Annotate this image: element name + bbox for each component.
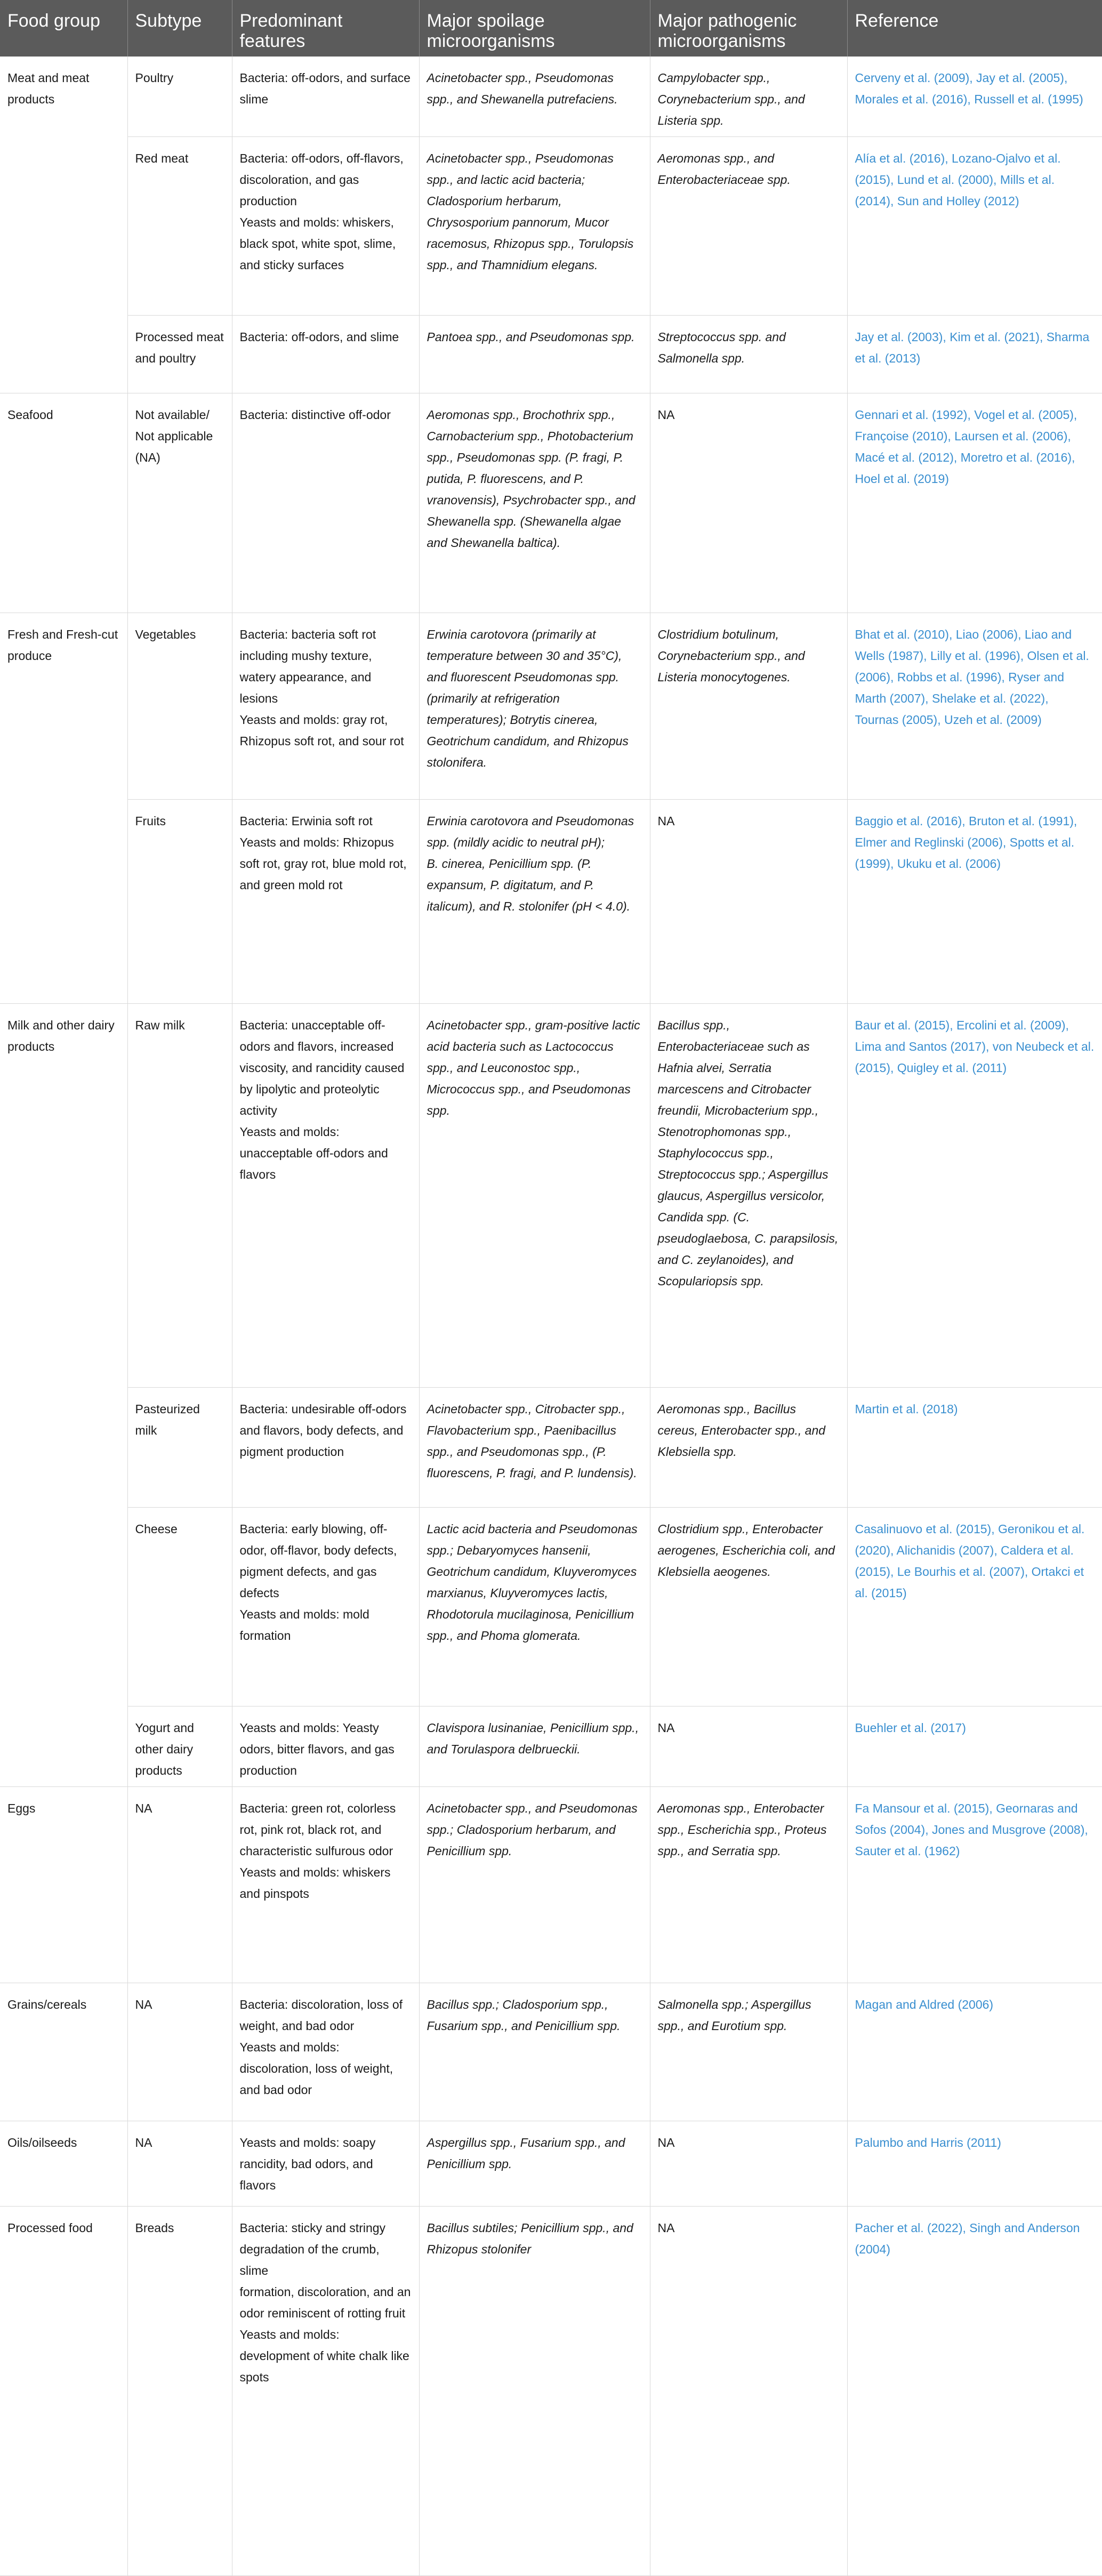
subtype-cell: Fruits [127,800,232,1004]
table-row [0,800,1102,1004]
subtype-cell: Breads [127,2207,232,2576]
pathogenic-cell: NA [650,1706,847,1787]
features-cell [232,1004,419,1388]
spoilage-text: Erwinia carotovora and Pseudomonas spp. (mildly acidic to neutral pH); [427,814,634,849]
reference-cell: Alía et al. (2016), Lozano-Ojalvo et al. (2015), Lund et al. (2000), Mills et al. (2014), Sun and Holley (2012) [847,137,1102,316]
header-reference: Reference [855,11,939,31]
reference-cell: Jay et al. (2003), Kim et al. (2021), Sharma et al. (2013) [847,316,1102,393]
reference-cell: Bhat et al. (2010), Liao (2006), Liao and Wells (1987), Lilly et al. (1996), Olsen et al. (2006), Robbs et al. (1996), Ryser and Marth (2007), Shelake et al. (2022), Tournas (2005), Uzeh et al. (2009) [847,613,1102,800]
features-cell: Bacteria: off-odors, and slime [232,316,419,393]
reference-cell: Cerveny et al. (2009), Jay et al. (2005), Morales et al. (2016), Russell et al. (1995) [847,57,1102,137]
pathogenic-cell [650,1508,847,1706]
table-row [0,316,1102,393]
subtype-cell: Red meat [127,137,232,316]
subtype-cell: Yogurt and other dairy products [127,1706,232,1787]
subtype-cell: Processed meat and poultry [127,316,232,393]
table-row [0,393,1102,613]
spoilage-cell [419,316,650,393]
features-yeasts-molds: Yeasts and molds: whiskers and pinspots [239,1865,391,1901]
features-cell [232,1983,419,2121]
features-bacteria: Bacteria: Erwinia soft rot [239,814,373,828]
features-cell: Yeasts and molds: Yeasty odors, bitter flavors, and gas production [232,1706,419,1787]
subtype-cell: NA [127,2121,232,2207]
features-cell [232,613,419,800]
features-cell [232,1508,419,1706]
pathogenic-text: Campylobacter spp., Corynebacterium spp., and Listeria spp. [657,71,805,127]
pathogenic-text: Aeromonas spp., Bacillus cereus, Enterobacter spp., and Klebsiella spp. [657,1402,826,1459]
pathogenic-cell: NA [650,393,847,613]
features-yeasts-molds: Yeasts and molds: development of white chalk like spots [239,2328,409,2384]
food-group-cell: Milk and other dairy products [0,1004,127,1388]
pathogenic-cell [650,1983,847,2121]
subtype-cell: NA [127,1787,232,1983]
spoilage-cell [419,57,650,137]
reference-cell: Baggio et al. (2016), Bruton et al. (1991), Elmer and Reglinski (2006), Spotts et al. (1999), Ukuku et al. (2006) [847,800,1102,1004]
pathogenic-cell: NA [650,800,847,1004]
spoilage-text: B. cinerea, Penicillium spp. (P. expansum, P. digitatum, and P. italicum), and R. stolonifer (pH < 4.0). [427,857,631,913]
pathogenic-text: Aeromonas spp., Enterobacter spp., Escherichia spp., Proteus spp., and Serratia spp. [657,1801,827,1858]
spoilage-text: Bacillus spp.; Cladosporium spp., Fusarium spp., and Penicillium spp. [427,1998,621,2033]
table-body [0,57,1102,2576]
pathogenic-text: Aeromonas spp., and Enterobacteriaceae spp. [657,151,791,187]
food-group-cell: Grains/cereals [0,1983,127,2121]
features-cell: Bacteria: off-odors, and surface slime [232,57,419,137]
table-row [0,2207,1102,2576]
pathogenic-cell: NA [650,2207,847,2576]
table-row [0,1787,1102,1983]
spoilage-text: Acinetobacter spp., Pseudomonas spp., and lactic acid bacteria; Cladosporium herbarum, Chrysosporium pannorum, Mucor racemosus, Rhizopus spp., Torulopsis spp., and Thamnidium elegans. [427,151,634,272]
reference-cell: Pacher et al. (2022), Singh and Anderson (2004) [847,2207,1102,2576]
spoilage-cell [419,2207,650,2576]
pathogenic-cell [650,1388,847,1508]
food-group-cell: Seafood [0,393,127,613]
spoilage-text: Bacillus subtiles; Penicillium spp., and Rhizopus stolonifer [427,2221,633,2256]
features-cell [232,2207,419,2576]
features-cell [232,800,419,1004]
food-group-cell: Eggs [0,1787,127,1983]
pathogenic-text: Bacillus spp., Enterobacteriaceae such as Hafnia alvei, Serratia marcescens and Citrobacter freundii, Microbacterium spp., Stenotrophomonas spp., Staphylococcus spp., Streptococcus spp.; Aspergillus glaucus, Aspergillus versicolor, Candida spp. (C. pseudoglaebosa, C. parapsilosis, and C. zeylanoides), and Scopulariopsis spp. [657,1018,839,1288]
features-bacteria: Bacteria: sticky and stringy degradation of the crumb, slime [239,2221,386,2277]
pathogenic-cell: NA [650,2121,847,2207]
features-yeasts-molds: Yeasts and molds: discoloration, loss of weight, and bad odor [239,2040,393,2097]
reference-cell: Fa Mansour et al. (2015), Geornaras and Sofos (2004), Jones and Musgrove (2008), Sauter et al. (1962) [847,1787,1102,1983]
food-group-cell: Fresh and Fresh-cut produce [0,613,127,1004]
spoilage-cell [419,800,650,1004]
food-group-cell: Meat and meat products [0,57,127,393]
spoilage-cell [419,1787,650,1983]
spoilage-cell [419,1004,650,1388]
reference-cell: Magan and Aldred (2006) [847,1983,1102,2121]
header-pathogenic-microorganisms: Major pathogenic microorganisms [650,0,847,57]
food-group-cell-continued [0,1388,127,1787]
pathogenic-cell [650,1004,847,1388]
pathogenic-cell [650,1787,847,1983]
spoilage-text: Acinetobacter spp., Citrobacter spp., Flavobacterium spp., Paenibacillus spp., and Pseudomonas spp., (P. fluorescens, P. fragi, and P. lundensis). [427,1402,637,1480]
features-yeasts-molds: Yeasts and molds: whiskers, black spot, white spot, slime, and sticky surfaces [239,215,396,272]
table-row [0,1004,1102,1388]
subtype-cell: Not available/ Not applicable (NA) [127,393,232,613]
table-row [0,613,1102,800]
features-cell [232,137,419,316]
features-bacteria: Bacteria: unacceptable off-odors and flavors, increased viscosity, and rancidity caused by lipolytic and proteolytic activity [239,1018,405,1117]
pathogenic-cell [650,613,847,800]
features-bacteria: Bacteria: discoloration, loss of weight, and bad odor [239,1998,403,2033]
subtype-cell: Raw milk [127,1004,232,1388]
table-row [0,1388,1102,1508]
reference-cell: Palumbo and Harris (2011) [847,2121,1102,2207]
reference-cell: Buehler et al. (2017) [847,1706,1102,1787]
features-yeasts-molds: Yeasts and molds: gray rot, Rhizopus soft rot, and sour rot [239,713,404,748]
food-group-cell: Oils/oilseeds [0,2121,127,2207]
subtype-cell: Pasteurized milk [127,1388,232,1508]
spoilage-cell [419,1388,650,1508]
subtype-cell: NA [127,1983,232,2121]
spoilage-text: Acinetobacter spp., gram-positive lactic acid bacteria such as Lactococcus spp., and Leuconostoc spp., Micrococcus spp., and Pseudomonas spp. [427,1018,640,1117]
spoilage-cell [419,393,650,613]
spoilage-text: Acinetobacter spp., Pseudomonas spp., and Shewanella putrefaciens. [427,71,618,106]
reference-cell: Martin et al. (2018) [847,1388,1102,1508]
table-header [0,0,1102,57]
header-spoilage-microorganisms: Major spoilage microorganisms [419,0,650,57]
spoilage-text: Aeromonas spp., Brochothrix spp., Carnobacterium spp., Photobacterium spp., Pseudomonas spp. (P. fragi, P. putida, P. fluorescens, and P. vranovensis), Psychrobacter spp., and Shewanella spp. (Shewanella algae and Shewanella baltica). [427,408,636,550]
pathogenic-cell [650,316,847,393]
pathogenic-text: Salmonella spp.; Aspergillus spp., and Eurotium spp. [657,1998,811,2033]
table-row [0,2121,1102,2207]
features-cell [232,1787,419,1983]
pathogenic-text: Clostridium botulinum, Corynebacterium spp., and Listeria monocytogenes. [657,627,805,684]
header-food-group: Food group [0,0,127,57]
reference-cell: Casalinuovo et al. (2015), Geronikou et al. (2020), Alichanidis (2007), Caldera et al. (2015), Le Bourhis et al. (2007), Ortakci et al. (2015) [847,1508,1102,1706]
reference-cell: Gennari et al. (1992), Vogel et al. (2005), Françoise (2010), Laursen et al. (2006), Macé et al. (2012), Moretro et al. (2016), Hoel et al. (2019) [847,393,1102,613]
header-predominant-features: Predominant features [232,0,419,57]
pathogenic-text: Clostridium spp., Enterobacter aerogenes, Escherichia coli, and Klebsiella aeogenes. [657,1522,835,1579]
features-bacteria: Bacteria: bacteria soft rot including mushy texture, watery appearance, and lesions [239,627,376,705]
features-bacteria-continued: formation, discoloration, and an odor reminiscent of rotting fruit [239,2285,411,2320]
features-cell: Bacteria: distinctive off-odor [232,393,419,613]
spoilage-text: Clavispora lusinaniae, Penicillium spp., and Torulaspora delbrueckii. [427,1721,639,1756]
features-yeasts-molds: Yeasts and molds: Rhizopus soft rot, gray rot, blue mold rot, and green mold rot [239,835,407,892]
features-yeasts-molds: Yeasts and molds: unacceptable off-odors and flavors [239,1125,388,1181]
features-bacteria: Bacteria: off-odors, off-flavors, discoloration, and gas production [239,151,404,208]
pathogenic-cell [650,137,847,316]
features-bacteria: Bacteria: green rot, colorless rot, pink rot, black rot, and characteristic sulfurous odor [239,1801,396,1858]
features-bacteria: Bacteria: early blowing, off-odor, off-flavor, body defects, pigment defects, and gas defects [239,1522,397,1600]
spoilage-text: Erwinia carotovora (primarily at temperature between 30 and 35°C), and fluorescent Pseudomonas spp. (primarily at refrigeration temperatures); Botrytis cinerea, Geotrichum candidum, and Rhizopus stolonifera. [427,627,629,769]
subtype-cell: Poultry [127,57,232,137]
spoilage-text: Aspergillus spp., Fusarium spp., and Penicillium spp. [427,2136,625,2171]
pathogenic-text: Streptococcus spp. and Salmonella spp. [657,330,786,365]
spoilage-text: Lactic acid bacteria and Pseudomonas spp.; Debaryomyces hansenii, Geotrichum candidum, Kluyveromyces marxianus, Kluyveromyces lactis, Rhodotorula mucilaginosa, Penicillium spp., and Phoma glomerata. [427,1522,638,1643]
spoilage-cell [419,1508,650,1706]
food-group-cell: Processed food [0,2207,127,2576]
spoilage-cell [419,2121,650,2207]
table-row [0,1706,1102,1787]
spoilage-cell [419,137,650,316]
spoilage-text: Acinetobacter spp., and Pseudomonas spp.; Cladosporium herbarum, and Penicillium spp. [427,1801,638,1858]
features-yeasts-molds: Yeasts and molds: mold formation [239,1607,369,1643]
subtype-cell: Cheese [127,1508,232,1706]
spoilage-cell [419,613,650,800]
table-row [0,1983,1102,2121]
spoilage-cell [419,1706,650,1787]
features-cell: Yeasts and molds: soapy rancidity, bad odors, and flavors [232,2121,419,2207]
spoilage-text: Pantoea spp., and Pseudomonas spp. [427,330,635,344]
header-row [0,0,1102,57]
reference-cell: Baur et al. (2015), Ercolini et al. (2009), Lima and Santos (2017), von Neubeck et al. (2015), Quigley et al. (2011) [847,1004,1102,1388]
spoilage-cell [419,1983,650,2121]
features-cell: Bacteria: undesirable off-odors and flavors, body defects, and pigment production [232,1388,419,1508]
header-subtype: Subtype [127,0,232,57]
table-row [0,137,1102,316]
subtype-cell: Vegetables [127,613,232,800]
pathogenic-cell [650,57,847,137]
table-row [0,1508,1102,1706]
table-row [0,57,1102,137]
